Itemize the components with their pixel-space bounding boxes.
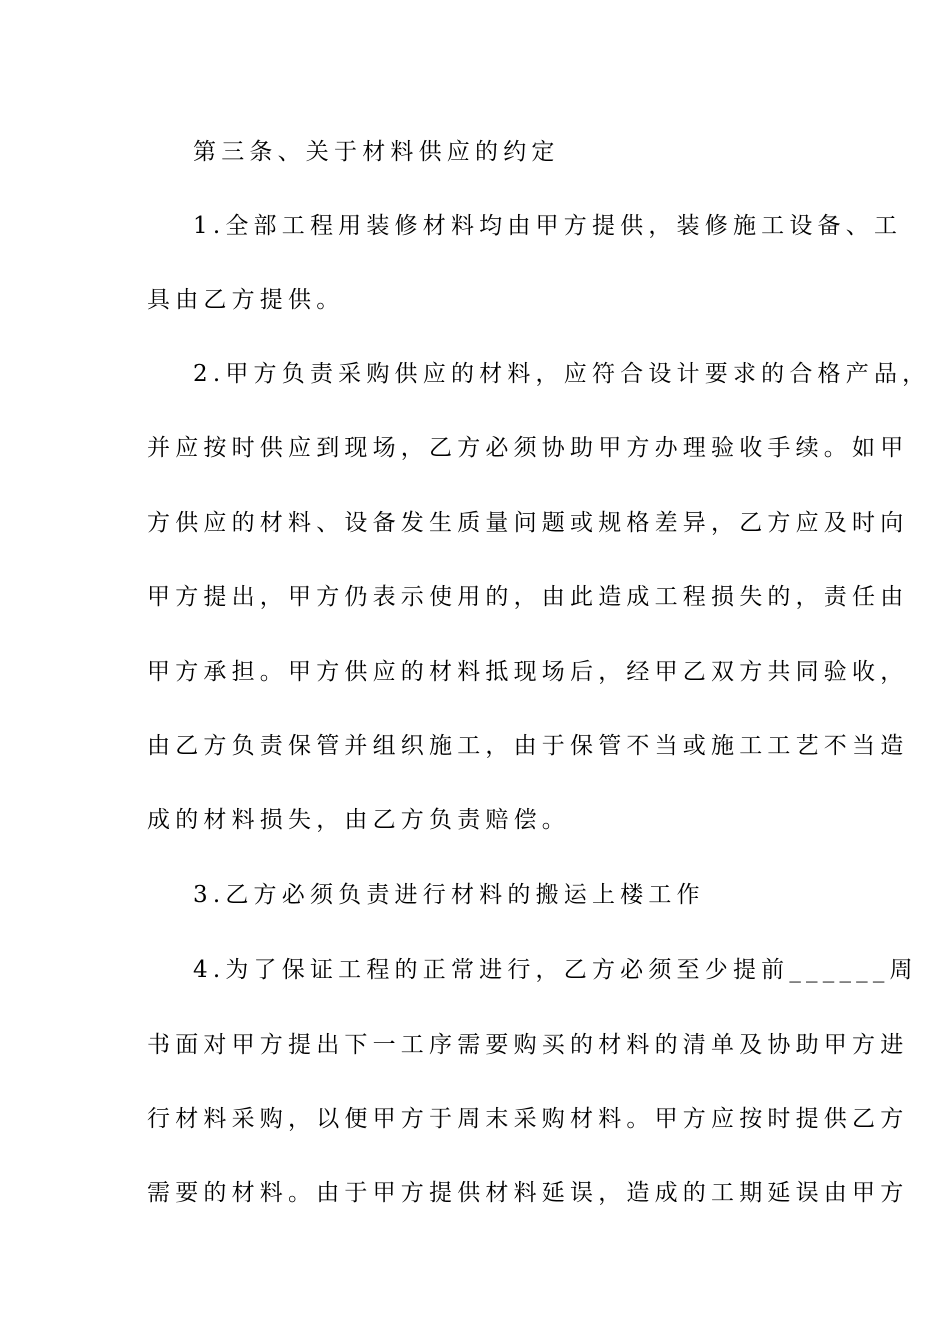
- paragraph-1-line-2: 具由乙方提供。: [147, 287, 345, 313]
- paragraph-4-line-1: 4.为了保证工程的正常进行，乙方必须至少提前______周: [193, 957, 918, 983]
- paragraph-4-line-4: 需要的材料。由于甲方提供材料延误，造成的工期延误由甲方: [147, 1180, 909, 1206]
- paragraph-4-line-3: 行材料采购，以便甲方于周末采购材料。甲方应按时提供乙方: [147, 1106, 909, 1132]
- paragraph-2-line-5: 甲方承担。甲方供应的材料抵现场后，经甲乙双方共同验收，: [147, 659, 909, 685]
- paragraph-1-line-1: 1.全部工程用装修材料均由甲方提供，装修施工设备、工: [193, 213, 903, 239]
- paragraph-2-line-1: 2.甲方负责采购供应的材料，应符合设计要求的合格产品，: [193, 361, 931, 387]
- paragraph-4-line-2: 书面对甲方提出下一工序需要购买的材料的清单及协助甲方进: [147, 1032, 909, 1058]
- paragraph-2-line-2: 并应按时供应到现场，乙方必须协助甲方办理验收手续。如甲: [147, 435, 909, 461]
- paragraph-2-line-3: 方供应的材料、设备发生质量问题或规格差异，乙方应及时向: [147, 510, 909, 536]
- section-heading: 第三条、关于材料供应的约定: [193, 139, 560, 165]
- paragraph-2-line-7: 成的材料损失，由乙方负责赔偿。: [147, 807, 570, 833]
- paragraph-2-line-6: 由乙方负责保管并组织施工，由于保管不当或施工工艺不当造: [147, 733, 909, 759]
- paragraph-2-line-4: 甲方提出，甲方仍表示使用的，由此造成工程损失的，责任由: [147, 584, 909, 610]
- paragraph-3-line-1: 3.乙方必须负责进行材料的搬运上楼工作: [193, 882, 705, 908]
